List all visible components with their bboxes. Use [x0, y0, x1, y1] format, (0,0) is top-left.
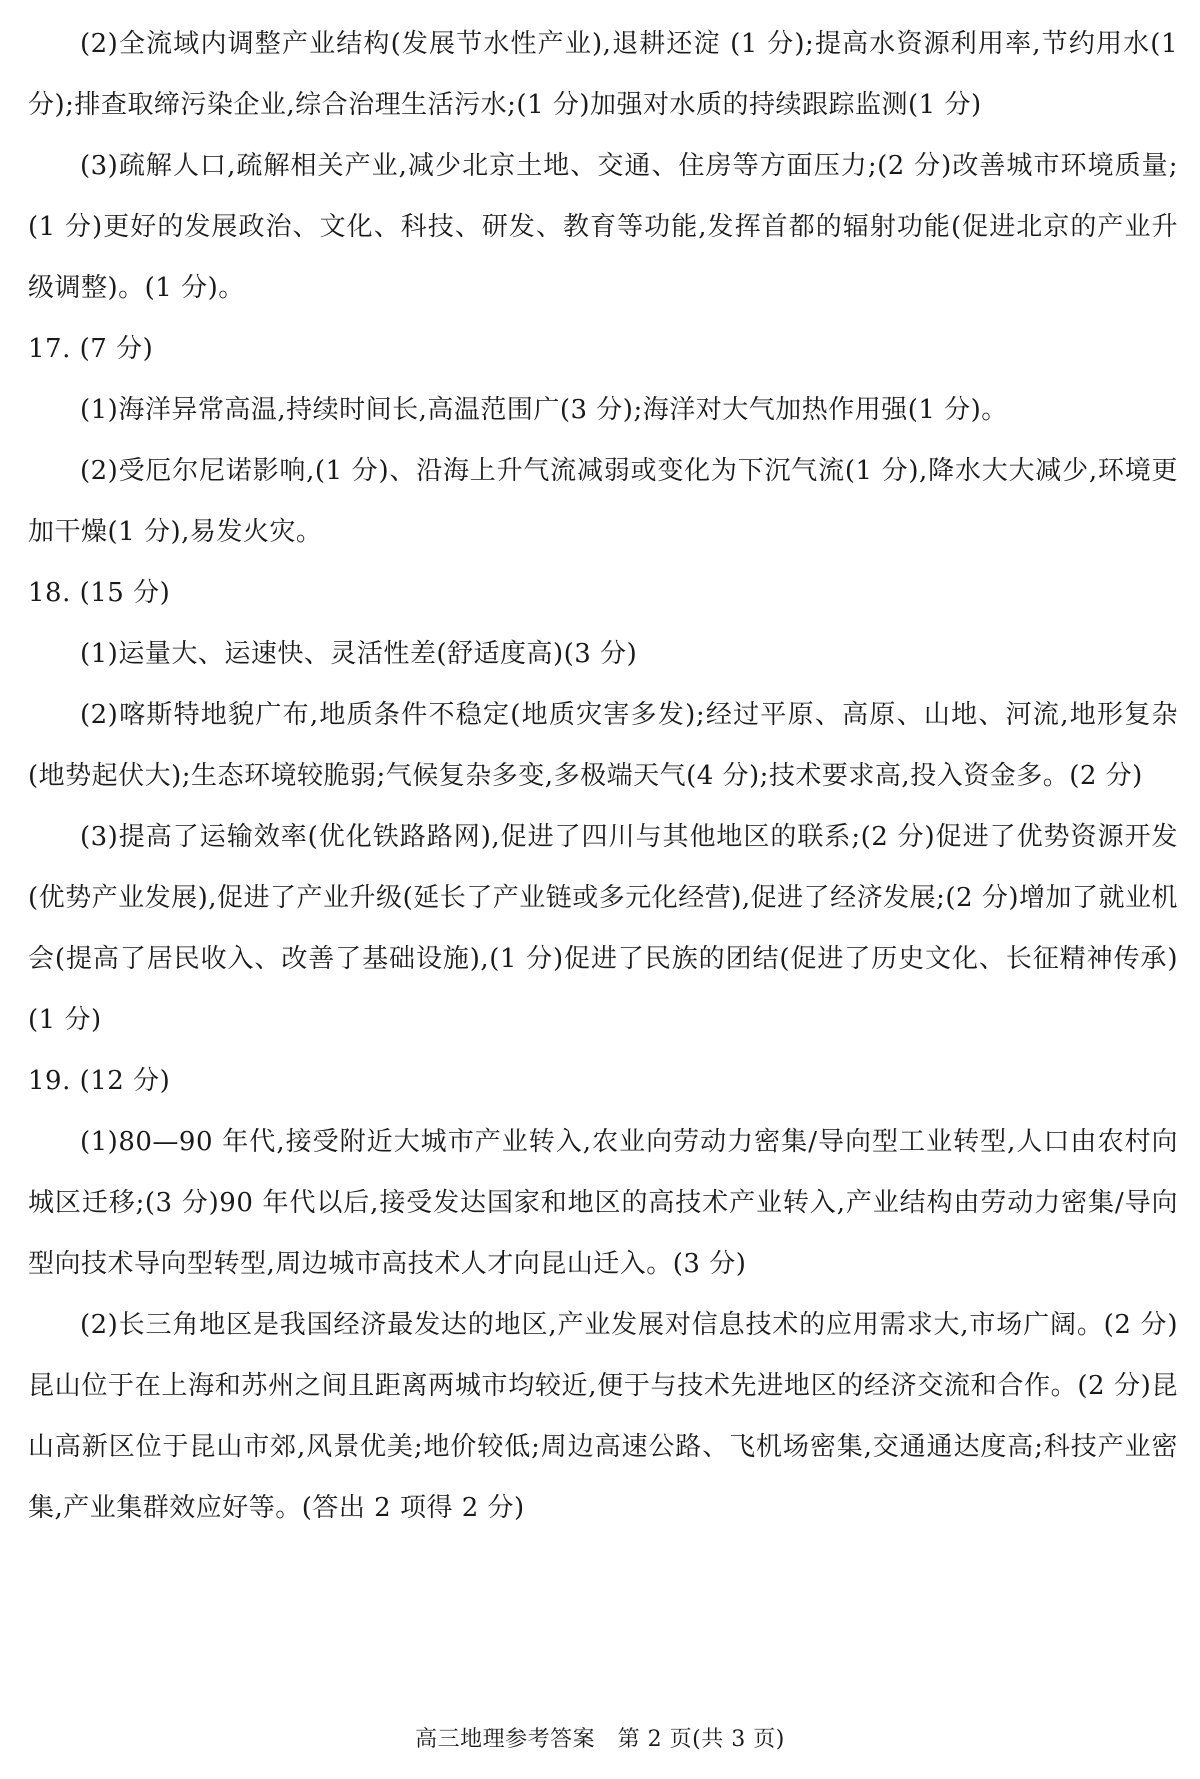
answer-19-2: (2)长三角地区是我国经济最发达的地区,产业发展对信息技术的应用需求大,市场广阔。(2 分)昆山位于在上海和苏州之间且距离两城市均较近,便于与技术先进地区的经济交流和合作。(2 分)昆山高新区位于昆山市郊,风景优美;地价较低;周边高速公路、飞机场密集,交通通达度高;科技产业密集,产业集群效应好等。(答出 2 项得 2 分)	[28, 1310, 1178, 1523]
answer-18-2: (2)喀斯特地貌广布,地质条件不稳定(地质灾害多发);经过平原、高原、山地、河流,地形复杂(地势起伏大);生态环境较脆弱;气候复杂多变,多极端天气(4 分);技术要求高,投入资金多。(2 分)	[28, 700, 1178, 791]
question-19-heading: 19. (12 分)	[28, 1066, 171, 1096]
answer-17-2: (2)受厄尔尼诺影响,(1 分)、沿海上升气流减弱或变化为下沉气流(1 分),降水大大减少,环境更加干燥(1 分),易发火灾。	[28, 456, 1178, 547]
answer-content	[28, 14, 1178, 1539]
page-footer: 高三地理参考答案 第 2 页(共 3 页)	[415, 1727, 785, 1752]
answer-16-2: (2)全流域内调整产业结构(发展节水性产业),退耕还淀 (1 分);提高水资源利用率,节约用水(1 分);排查取缔污染企业,综合治理生活污水;(1 分)加强对水质的持续跟踪监测(1 分)	[28, 29, 1178, 120]
answer-19-1: (1)80—90 年代,接受附近大城市产业转入,农业向劳动力密集/导向型工业转型,人口由农村向城区迁移;(3 分)90 年代以后,接受发达国家和地区的高技术产业转入,产业结构由劳动力密集/导向型向技术导向型转型,周边城市高技术人才向昆山迁入。(3 分)	[28, 1127, 1178, 1279]
question-18-heading: 18. (15 分)	[28, 578, 171, 608]
answer-17-1: (1)海洋异常高温,持续时间长,高温范围广(3 分);海洋对大气加热作用强(1 分)。	[80, 395, 1008, 425]
question-17-heading: 17. (7 分)	[28, 334, 154, 364]
answer-18-1: (1)运量大、运速快、灵活性差(舒适度高)(3 分)	[80, 639, 638, 669]
answer-18-3: (3)提高了运输效率(优化铁路路网),促进了四川与其他地区的联系;(2 分)促进了优势资源开发(优势产业发展),促进了产业升级(延长了产业链或多元化经营),促进了经济发展;(2 分)增加了就业机会(提高了居民收入、改善了基础设施),(1 分)促进了民族的团结(促进了历史文化、长征精神传承)(1 分)	[28, 822, 1178, 1035]
answer-16-3: (3)疏解人口,疏解相关产业,减少北京土地、交通、住房等方面压力;(2 分)改善城市环境质量;(1 分)更好的发展政治、文化、科技、研发、教育等功能,发挥首都的辐射功能(促进北京的产业升级调整)。(1 分)。	[28, 151, 1178, 303]
